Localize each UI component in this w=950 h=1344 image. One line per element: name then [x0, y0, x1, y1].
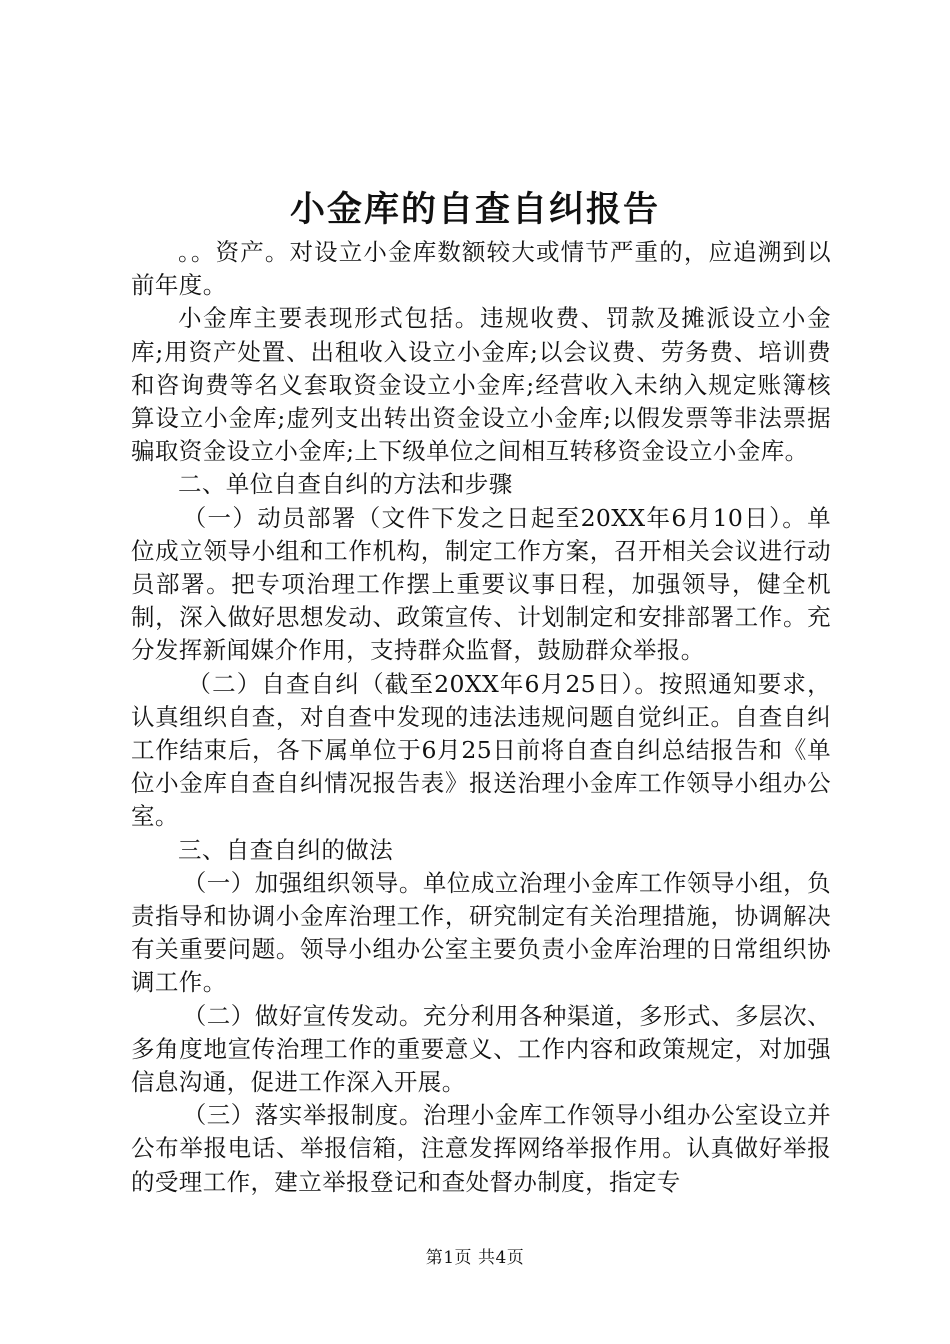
paragraph: （二）做好宣传发动。充分利用各种渠道，多形式、多层次、多角度地宣传治理工作的重要意义、工作内容和政策规定，对加强信息沟通，促进工作深入开展。: [131, 1001, 831, 1097]
section-heading: 三、自查自纠的做法: [178, 835, 394, 864]
paragraph: 。。资产。对设立小金库数额较大或情节严重的，应追溯到以前年度。: [131, 238, 831, 300]
paragraph: （二）自查自纠（截至20XX年6月25日）。按照通知要求，认真组织自查，对自查中发现的违法违规问题自觉纠正。自查自纠工作结束后，各下属单位于6月25日前将自查自纠总结报告和《单位小金库自查自纠情况报告表》报送治理小金库工作领导小组办公室。: [131, 669, 831, 831]
document-body: [131, 236, 831, 1199]
page-footer: 第1页 共4页: [425, 1248, 525, 1268]
paragraph: （三）落实举报制度。治理小金库工作领导小组办公室设立并公布举报电话、举报信箱，注意发挥网络举报作用。认真做好举报的受理工作，建立举报登记和查处督办制度，指定专: [131, 1101, 831, 1196]
section-heading: 二、单位自查自纠的方法和步骤: [178, 470, 513, 499]
document-title: 小金库的自查自纠报告: [289, 190, 660, 230]
paragraph: （一）加强组织领导。单位成立治理小金库工作领导小组，负责指导和协调小金库治理工作，研究制定有关治理措施，协调解决有关重要问题。领导小组办公室主要负责小金库治理的日常组织协调工作。: [131, 868, 831, 997]
paragraph: （一）动员部署（文件下发之日起至20XX年6月10日）。单位成立领导小组和工作机构，制定工作方案，召开相关会议进行动员部署。把专项治理工作摆上重要议事日程，加强领导，健全机制，深入做好思想发动、政策宣传、计划制定和安排部署工作。充分发挥新闻媒介作用，支持群众监督，鼓励群众举报。: [131, 503, 831, 665]
paragraph: 小金库主要表现形式包括。违规收费、罚款及摊派设立小金库;用资产处置、出租收入设立小金库;以会议费、劳务费、培训费和咨询费等名义套取资金设立小金库;经营收入未纳入规定账簿核算设立小金库;虚列支出转出资金设立小金库;以假发票等非法票据骗取资金设立小金库;上下级单位之间相互转移资金设立小金库。: [131, 304, 831, 466]
